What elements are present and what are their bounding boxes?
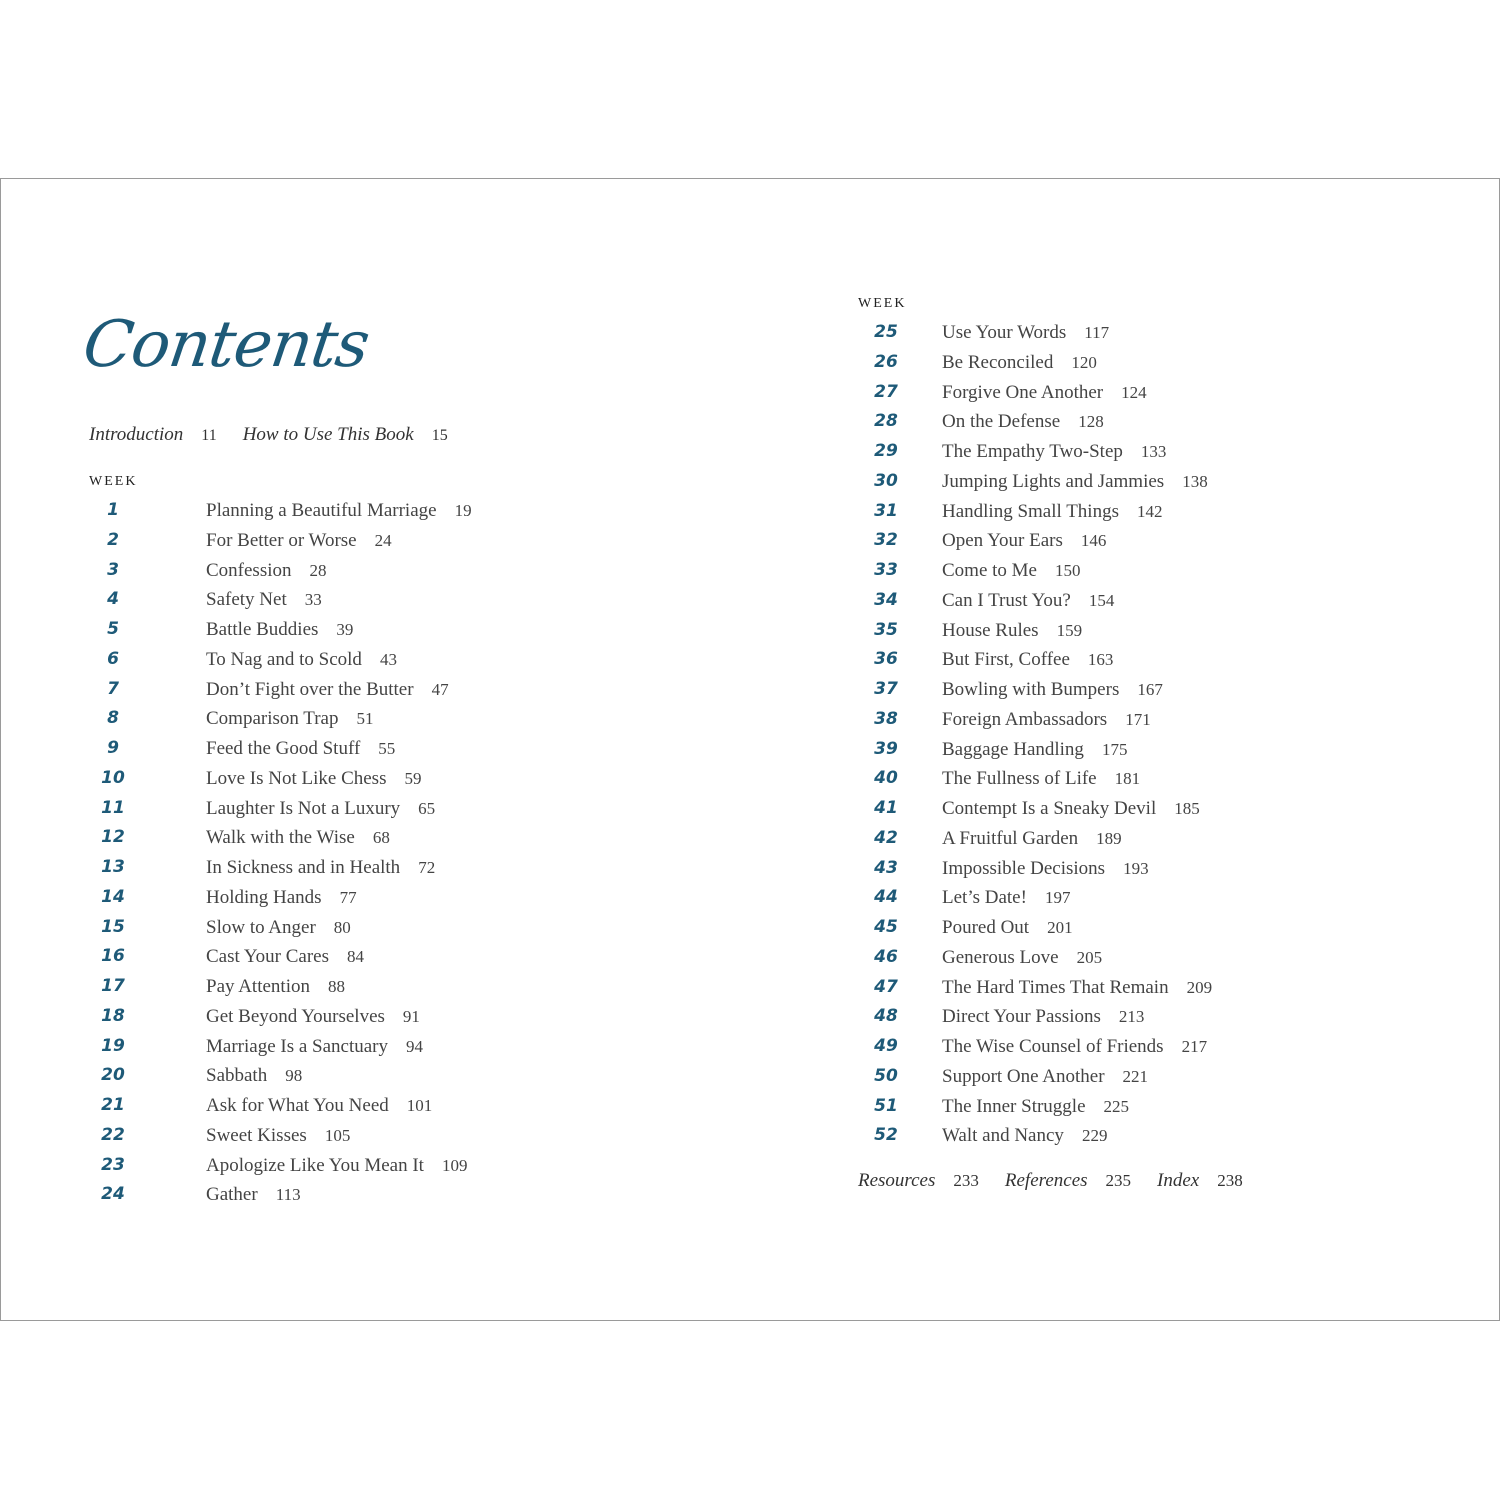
chapter-title-group (942, 887, 1070, 909)
chapter-page: 185 (1174, 799, 1200, 818)
chapter-title-group (942, 768, 1140, 790)
back-item-page: 235 (1105, 1171, 1132, 1190)
back-item-page: 238 (1217, 1171, 1243, 1190)
chapter-title-group (206, 1065, 302, 1087)
chapter-title-group (942, 411, 1104, 433)
chapter-title: The Empathy Two-Step (942, 441, 1123, 462)
chapter-title-group (206, 917, 351, 939)
chapter-title-group (206, 738, 395, 760)
chapter-title-group (206, 1125, 350, 1147)
front-item-label: Introduction (89, 424, 184, 445)
chapter-page: 91 (402, 1006, 420, 1026)
chapter-page: 167 (1137, 680, 1163, 699)
week-number: 17 (101, 976, 125, 996)
chapter-title-group (942, 590, 1114, 612)
chapter-title: Bowling with Bumpers (942, 679, 1120, 700)
chapter-title-group (206, 1184, 301, 1206)
week-number: 27 (874, 381, 898, 402)
chapter-title-group (942, 1066, 1148, 1088)
chapter-page: 113 (275, 1185, 301, 1205)
chapter-page: 146 (1080, 531, 1107, 551)
chapter-title-group (206, 619, 353, 641)
chapter-title-group (942, 530, 1106, 552)
chapter-title: Use Your Words (942, 322, 1067, 343)
chapter-page: 65 (418, 798, 436, 818)
chapter-title-group (942, 917, 1073, 939)
week-number: 7 (107, 678, 119, 699)
chapter-title-group (942, 709, 1151, 731)
chapter-title: The Hard Times That Remain (942, 976, 1169, 998)
chapter-page: 55 (378, 739, 396, 758)
chapter-page: 133 (1140, 442, 1167, 461)
week-number: 5 (107, 619, 119, 639)
chapter-page: 33 (304, 590, 322, 610)
chapter-title-group (942, 441, 1166, 463)
chapter-page: 24 (374, 530, 392, 550)
chapter-page: 51 (356, 709, 374, 729)
chapter-page: 163 (1087, 650, 1114, 670)
week-number: 1 (107, 500, 119, 520)
chapter-title: Marriage Is a Sanctuary (206, 1035, 389, 1057)
chapter-page: 221 (1122, 1066, 1149, 1086)
chapter-title-group (206, 708, 374, 730)
chapter-title-group (206, 887, 357, 909)
week-number: 38 (874, 708, 898, 729)
chapter-page: 19 (454, 501, 472, 520)
chapter-title: Ask for What You Need (206, 1095, 389, 1116)
chapter-title-group (942, 947, 1102, 969)
front-item-page: 11 (201, 427, 217, 444)
chapter-title: For Better or Worse (206, 529, 357, 551)
week-number: 29 (874, 441, 898, 461)
chapter-title: The Inner Struggle (942, 1095, 1086, 1117)
week-number: 46 (874, 946, 898, 967)
chapter-title-group (942, 649, 1113, 671)
chapter-title: Come to Me (942, 560, 1037, 581)
contents-title: Contents (78, 308, 374, 382)
back-item-label: Index (1157, 1170, 1200, 1191)
chapter-page: 128 (1078, 412, 1104, 432)
chapter-title-group (942, 560, 1081, 582)
chapter-page: 84 (346, 947, 364, 967)
chapter-page: 205 (1076, 947, 1103, 967)
chapter-title: Handling Small Things (942, 500, 1119, 522)
week-heading-left: WEEK (89, 474, 138, 489)
chapter-page: 77 (339, 887, 357, 907)
week-number: 45 (874, 917, 898, 937)
chapter-page: 88 (327, 977, 345, 996)
week-number: 44 (874, 887, 898, 908)
front-item-page: 15 (431, 427, 448, 444)
back-item-label: Resources (858, 1170, 936, 1191)
chapter-title: Love Is Not Like Chess (206, 767, 387, 789)
chapter-title: Safety Net (206, 589, 287, 611)
chapter-page: 94 (406, 1036, 424, 1056)
chapter-title: Slow to Anger (206, 916, 316, 938)
week-number: 47 (874, 976, 898, 997)
chapter-title: Confession (206, 559, 292, 581)
chapter-title-group (942, 798, 1200, 820)
chapter-page: 171 (1125, 709, 1151, 729)
week-number: 28 (874, 411, 898, 432)
week-number: 8 (107, 708, 119, 729)
chapter-title: In Sickness and in Health (206, 857, 401, 878)
chapter-page: 109 (441, 1155, 468, 1175)
week-number: 21 (101, 1095, 125, 1115)
chapter-page: 159 (1056, 620, 1083, 640)
chapter-title: Support One Another (942, 1065, 1105, 1087)
chapter-page: 150 (1055, 561, 1081, 580)
chapter-page: 124 (1121, 382, 1147, 402)
chapter-title: House Rules (942, 619, 1039, 641)
chapter-title-group (942, 322, 1109, 344)
week-number: 19 (101, 1035, 125, 1056)
chapter-title-group (206, 1155, 467, 1177)
chapter-title: Sweet Kisses (206, 1124, 307, 1146)
chapter-page: 117 (1084, 323, 1110, 342)
chapter-title: But First, Coffee (942, 649, 1070, 671)
chapter-title: Foreign Ambassadors (942, 708, 1108, 730)
chapter-title: Impossible Decisions (942, 857, 1106, 879)
week-number: 11 (101, 797, 125, 818)
chapter-page: 138 (1182, 471, 1208, 491)
week-number: 6 (107, 648, 119, 669)
chapter-title-group (942, 501, 1162, 523)
chapter-page: 193 (1123, 858, 1149, 878)
week-number: 49 (874, 1036, 898, 1056)
chapter-title-group (942, 977, 1212, 999)
chapter-title: Can I Trust You? (942, 589, 1071, 611)
chapter-title-group (206, 1095, 432, 1117)
chapter-title-group (942, 739, 1127, 761)
week-number: 26 (874, 351, 898, 372)
chapter-title-group (942, 828, 1122, 850)
week-number: 39 (874, 738, 898, 759)
week-number: 20 (101, 1065, 125, 1086)
chapter-page: 154 (1088, 590, 1115, 610)
chapter-title: Gather (206, 1184, 258, 1206)
week-number: 23 (101, 1154, 125, 1175)
chapter-title-group (206, 560, 327, 582)
chapter-title-group (942, 679, 1163, 701)
week-number: 24 (101, 1184, 125, 1205)
chapter-title-group (206, 827, 390, 849)
chapter-title: Let’s Date! (942, 887, 1027, 909)
chapter-title-group (942, 858, 1149, 880)
chapter-title: Poured Out (942, 917, 1030, 938)
week-number: 40 (874, 768, 898, 789)
chapter-title: Be Reconciled (942, 351, 1054, 373)
chapter-page: 43 (379, 649, 397, 669)
chapter-page: 142 (1136, 501, 1163, 521)
chapter-title-group (206, 798, 435, 820)
week-number: 13 (101, 857, 125, 877)
chapter-title-group (206, 530, 392, 552)
chapter-title: Pay Attention (206, 976, 310, 997)
chapter-title-group (942, 1096, 1129, 1118)
chapter-title: The Fullness of Life (942, 768, 1097, 790)
week-number: 30 (874, 470, 898, 491)
chapter-title: Don’t Fight over the Butter (206, 678, 414, 700)
week-heading-right: WEEK (858, 296, 907, 311)
week-number: 3 (107, 559, 119, 580)
chapter-title: Jumping Lights and Jammies (942, 470, 1165, 492)
chapter-title: Feed the Good Stuff (206, 738, 361, 759)
chapter-title-group (942, 1036, 1207, 1058)
chapter-page: 39 (336, 620, 354, 639)
chapter-title: To Nag and to Scold (206, 648, 362, 670)
week-number: 35 (874, 619, 898, 640)
chapter-title-group (206, 679, 449, 701)
week-number: 51 (874, 1095, 898, 1116)
chapter-title-group (206, 857, 435, 879)
chapter-title: Direct Your Passions (942, 1006, 1101, 1028)
chapter-page: 72 (418, 858, 436, 877)
chapter-page: 47 (431, 679, 449, 699)
week-number: 50 (874, 1065, 898, 1086)
chapter-title: Baggage Handling (942, 738, 1084, 760)
week-number: 36 (874, 649, 898, 670)
chapter-title: Sabbath (206, 1065, 268, 1087)
chapter-page: 80 (333, 917, 351, 937)
week-number: 41 (874, 798, 898, 818)
week-number: 14 (101, 886, 125, 907)
chapter-title-group (942, 352, 1097, 374)
chapter-title: On the Defense (942, 411, 1061, 433)
week-number: 9 (107, 738, 119, 758)
chapter-title-group (942, 1006, 1144, 1028)
chapter-title-group (206, 1006, 420, 1028)
chapter-page: 28 (309, 560, 327, 580)
chapter-title: The Wise Counsel of Friends (942, 1036, 1164, 1057)
chapter-title: Open Your Ears (942, 530, 1063, 552)
week-number: 31 (874, 500, 898, 521)
chapter-page: 105 (324, 1125, 351, 1145)
week-number: 18 (101, 1005, 125, 1026)
chapter-title-group (942, 471, 1208, 493)
chapter-title-group (942, 620, 1082, 642)
back-matter (858, 1170, 1269, 1192)
week-number: 25 (874, 322, 898, 342)
chapter-title: Comparison Trap (206, 708, 339, 730)
week-number: 2 (107, 529, 119, 550)
front-matter (89, 424, 474, 446)
week-number: 37 (874, 679, 898, 699)
chapter-title: Contempt Is a Sneaky Devil (942, 798, 1157, 819)
week-number: 16 (101, 946, 125, 967)
chapter-page: 101 (406, 1096, 433, 1115)
chapter-title: Holding Hands (206, 886, 322, 908)
back-item-page: 233 (953, 1171, 979, 1190)
chapter-page: 217 (1181, 1037, 1208, 1056)
chapter-title-group (206, 649, 397, 671)
chapter-title-group (206, 500, 472, 522)
chapter-title-group (206, 768, 421, 790)
chapter-title: Cast Your Cares (206, 946, 329, 968)
chapter-page: 201 (1047, 918, 1073, 937)
chapter-title: Walt and Nancy (942, 1125, 1064, 1147)
chapter-title: Forgive One Another (942, 381, 1104, 403)
chapter-title-group (206, 589, 322, 611)
chapter-page: 209 (1186, 977, 1213, 997)
chapter-page: 175 (1101, 739, 1128, 759)
chapter-page: 181 (1114, 769, 1141, 789)
chapter-title-group (206, 1036, 423, 1058)
chapter-title: A Fruitful Garden (942, 827, 1079, 849)
week-number: 4 (107, 589, 119, 610)
chapter-page: 68 (372, 828, 390, 848)
week-number: 52 (874, 1125, 898, 1146)
chapter-page: 59 (404, 768, 422, 788)
week-number: 32 (874, 530, 898, 551)
chapter-title-group (206, 976, 345, 998)
chapter-title: Walk with the Wise (206, 827, 355, 849)
chapter-title: Planning a Beautiful Marriage (206, 500, 437, 521)
chapter-title: Get Beyond Yourselves (206, 1005, 385, 1027)
chapter-page: 229 (1081, 1126, 1108, 1146)
week-number: 22 (101, 1124, 125, 1145)
week-number: 34 (874, 589, 898, 610)
week-number: 12 (101, 827, 125, 848)
week-number: 15 (101, 916, 125, 937)
back-item-label: References (1004, 1170, 1088, 1191)
chapter-title-group (942, 382, 1147, 404)
chapter-page: 197 (1044, 888, 1071, 908)
week-number: 42 (874, 827, 898, 848)
week-number: 43 (874, 857, 898, 878)
chapter-title: Apologize Like You Mean It (206, 1154, 424, 1176)
week-number: 10 (101, 767, 125, 788)
week-number: 33 (874, 560, 898, 580)
front-item-label: How to Use This Book (242, 424, 414, 445)
chapter-title: Generous Love (942, 946, 1059, 968)
chapter-page: 213 (1118, 1007, 1145, 1027)
chapter-title: Battle Buddies (206, 619, 319, 640)
chapter-page: 189 (1096, 828, 1122, 848)
week-number: 48 (874, 1006, 898, 1027)
chapter-page: 120 (1071, 352, 1097, 372)
chapter-page: 98 (285, 1066, 303, 1086)
chapter-title-group (942, 1125, 1107, 1147)
chapter-title-group (206, 946, 364, 968)
chapter-page: 225 (1103, 1096, 1130, 1116)
chapter-title: Laughter Is Not a Luxury (206, 797, 401, 819)
